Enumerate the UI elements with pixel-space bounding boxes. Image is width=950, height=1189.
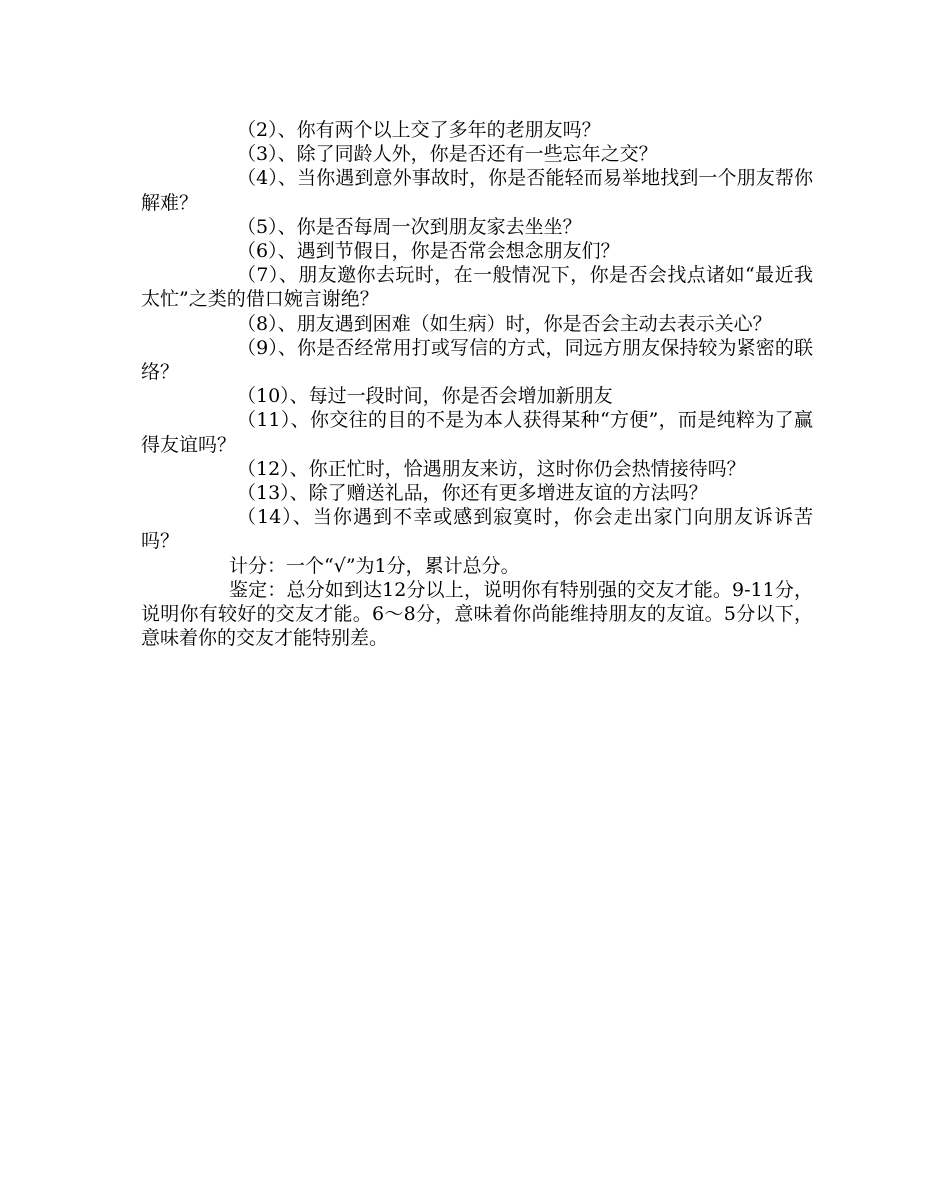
question-item: （4）、当你遇到意外事故时，你是否能轻而易举地找到一个朋友帮你解难？ (141, 167, 813, 214)
question-item: （9）、你是否经常用打或写信的方式，同远方朋友保持较为紧密的联络？ (141, 336, 813, 384)
question-item: （14）、当你遇到不幸或感到寂寞时，你会走出家门向朋友诉诉苦吗？ (141, 506, 813, 553)
question-item: （7）、朋友邀你去玩时，在一般情况下，你是否会找点诸如“最近我太忙”之类的借口婉言谢绝？ (141, 264, 813, 311)
question-item: （13）、除了赠送礼品，你还有更多增进友谊的方法吗？ (237, 482, 708, 505)
question-item: （10）、每过一段时间，你是否会增加新朋友 (237, 385, 613, 408)
question-item: （11）、你交往的目的不是为本人获得某种“方便”，而是纯粹为了赢得友谊吗？ (141, 409, 813, 456)
question-item: （3）、除了同龄人外，你是否还有一些忘年之交？ (237, 143, 658, 166)
questionnaire-body (141, 118, 813, 650)
assessment-text: 鉴定：总分如到达12分以上，说明你有特别强的交友才能。9-11分，说明你有较好的交友才能。6～8分，意味着你尚能维持朋友的友谊。5分以下，意味着你的交友才能特别差。 (141, 578, 813, 650)
scoring-rule: 计分：一个“√”为1分，累计总分。 (229, 554, 520, 577)
question-item: （5）、你是否每周一次到朋友家去坐坐？ (237, 215, 582, 238)
question-item: （8）、朋友遇到困难（如生病）时，你是否会主动去表示关心？ (237, 312, 772, 335)
question-item: （12）、你正忙时，恰遇朋友来访，这时你仍会热情接待吗？ (237, 457, 746, 480)
question-item: （6）、遇到节假日，你是否常会想念朋友们？ (237, 240, 620, 263)
question-item: （2）、你有两个以上交了多年的老朋友吗？ (237, 119, 601, 141)
